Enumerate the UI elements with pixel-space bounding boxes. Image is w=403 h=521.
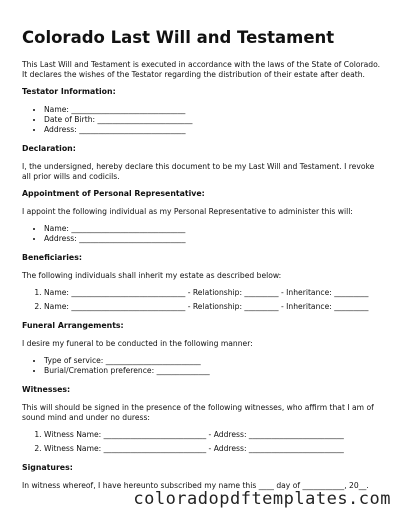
representative-text: I appoint the following individual as my Personal Representative to administer this will: [22,206,353,216]
witnesses-text: This will should be signed in the presence of the following witnesses, who affirm that I am of sound mind and under no duress: [22,403,374,423]
beneficiaries-list [22,288,381,312]
beneficiaries-text: The following individuals shall inherit my estate as described below: [22,270,282,280]
witnesses-heading: Witnesses: [22,385,71,395]
funeral-list [22,356,381,376]
representative-address-field: • Address: ____________________________ [44,234,381,244]
signatures-text: In witness whereof, I have hereunto subscribed my name this ____ day of ___________, 20__. [22,481,369,491]
beneficiary-field: 2. Name: ______________________________ - Relationship: _________ - Inheritance: _________ [44,302,381,312]
beneficiaries-heading: Beneficiaries: [22,252,82,262]
funeral-heading: Funeral Arrangements: [22,321,124,330]
testator-list [22,105,381,135]
service-type-field: • Type of service: _________________________ [44,356,381,366]
beneficiary-field: 1. Name: ______________________________ - Relationship: _________ - Inheritance: _________ [44,288,381,298]
site-watermark: coloradopdftemplates.com [133,489,391,509]
declaration-text: I, the undersigned, hereby declare this document to be my Last Will and Testament. I revoke all prior wills and codicils. [22,161,375,181]
burial-preference-field: • Burial/Cremation preference: ______________ [44,366,381,376]
funeral-text: I desire my funeral to be conducted in the following manner: [22,339,253,348]
testator-name-field: • Name: ______________________________ [44,105,381,115]
representative-list [22,224,381,244]
representative-heading: Appointment of Personal Representative: [22,188,205,198]
testator-heading: Testator Information: [22,86,116,96]
intro-paragraph: This Last Will and Testament is executed in accordance with the laws of the State of Colorado. It declares the wishes of the Testator regarding the distribution of their estate after death. [22,59,380,79]
declaration-heading: Declaration: [22,143,76,153]
witnesses-list [22,430,381,454]
document-title: Colorado Last Will and Testament [22,28,335,47]
testator-address-field: • Address: ____________________________ [44,125,381,135]
testator-dob-field: • Date of Birth: _________________________ [44,115,381,125]
signatures-heading: Signatures: [22,463,73,473]
witness-field: 2. Witness Name: ___________________________ - Address: _________________________ [44,444,381,454]
representative-name-field: • Name: ______________________________ [44,224,381,234]
witness-field: 1. Witness Name: ___________________________ - Address: _________________________ [44,430,381,440]
